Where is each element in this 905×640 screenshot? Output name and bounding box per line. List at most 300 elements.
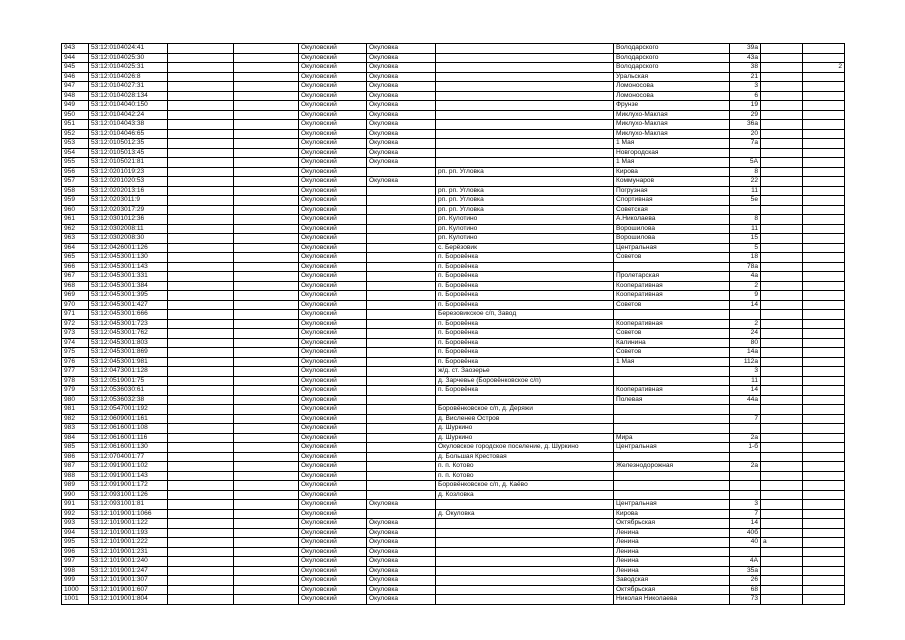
cadastral-number-cell: 53:12:1019001:240 xyxy=(89,557,168,567)
extra-cell-b xyxy=(803,509,845,519)
table-row xyxy=(62,101,845,111)
blank-cell-1 xyxy=(168,82,234,92)
town-cell xyxy=(367,243,436,253)
cadastral-number-cell: 53:12:1019001:607 xyxy=(89,585,168,595)
house-number-cell: 36а xyxy=(730,120,761,130)
blank-cell-1 xyxy=(168,348,234,358)
house-number-cell: 43а xyxy=(730,53,761,63)
table-row xyxy=(62,167,845,177)
row-number-cell: 963 xyxy=(62,234,89,244)
blank-cell-2 xyxy=(234,547,299,557)
cadastral-number-cell: 53:12:1019001:231 xyxy=(89,547,168,557)
house-number-cell: 2а xyxy=(730,462,761,472)
street-cell: Кооперативная xyxy=(614,319,730,329)
extra-cell-b xyxy=(803,167,845,177)
extra-cell-a xyxy=(761,500,803,510)
locality-cell: п. Боровёнка xyxy=(436,357,614,367)
blank-cell-1 xyxy=(168,490,234,500)
street-cell: Ленина xyxy=(614,557,730,567)
table-row xyxy=(62,177,845,187)
district-cell: Окуловский xyxy=(299,490,367,500)
town-cell xyxy=(367,386,436,396)
extra-cell-a xyxy=(761,414,803,424)
row-number-cell: 993 xyxy=(62,519,89,529)
row-number-cell: 970 xyxy=(62,300,89,310)
cadastral-number-cell: 53:12:0919001:102 xyxy=(89,462,168,472)
cadastral-number-cell: 53:12:1019001:1066 xyxy=(89,509,168,519)
blank-cell-2 xyxy=(234,291,299,301)
blank-cell-2 xyxy=(234,500,299,510)
extra-cell-a xyxy=(761,357,803,367)
house-number-cell: 7 xyxy=(730,414,761,424)
row-number-cell: 947 xyxy=(62,82,89,92)
cadastral-number-cell: 53:12:0919001:143 xyxy=(89,471,168,481)
extra-cell-b xyxy=(803,224,845,234)
street-cell: Ленина xyxy=(614,547,730,557)
row-number-cell: 949 xyxy=(62,101,89,111)
blank-cell-1 xyxy=(168,196,234,206)
row-number-cell: 973 xyxy=(62,329,89,339)
table-row xyxy=(62,82,845,92)
house-number-cell: 20 xyxy=(730,129,761,139)
extra-cell-b xyxy=(803,262,845,272)
blank-cell-2 xyxy=(234,310,299,320)
district-cell: Окуловский xyxy=(299,205,367,215)
locality-cell: д. Окуловка xyxy=(436,509,614,519)
extra-cell-b xyxy=(803,177,845,187)
extra-cell-a xyxy=(761,462,803,472)
town-cell xyxy=(367,405,436,415)
extra-cell-b xyxy=(803,91,845,101)
blank-cell-1 xyxy=(168,167,234,177)
extra-cell-a xyxy=(761,196,803,206)
district-cell: Окуловский xyxy=(299,547,367,557)
extra-cell-a xyxy=(761,72,803,82)
town-cell xyxy=(367,367,436,377)
house-number-cell: 11 xyxy=(730,376,761,386)
house-number-cell: 38 xyxy=(730,63,761,73)
blank-cell-1 xyxy=(168,319,234,329)
cadastral-number-cell: 53:12:0453001:395 xyxy=(89,291,168,301)
row-number-cell: 976 xyxy=(62,357,89,367)
extra-cell-b xyxy=(803,405,845,415)
extra-cell-a xyxy=(761,519,803,529)
house-number-cell xyxy=(730,205,761,215)
district-cell: Окуловский xyxy=(299,519,367,529)
town-cell: Окуловка xyxy=(367,110,436,120)
district-cell: Окуловский xyxy=(299,139,367,149)
cadastral-number-cell: 53:12:0536032:38 xyxy=(89,395,168,405)
blank-cell-1 xyxy=(168,63,234,73)
cadastral-number-cell: 53:12:0453001:384 xyxy=(89,281,168,291)
extra-cell-a xyxy=(761,262,803,272)
street-cell xyxy=(614,367,730,377)
street-cell: Ломоносова xyxy=(614,82,730,92)
extra-cell-b xyxy=(803,481,845,491)
extra-cell-b xyxy=(803,433,845,443)
street-cell: Погрузная xyxy=(614,186,730,196)
extra-cell-a xyxy=(761,557,803,567)
locality-cell: с. Берёзовик xyxy=(436,243,614,253)
district-cell: Окуловский xyxy=(299,281,367,291)
table-row xyxy=(62,557,845,567)
street-cell: Уральская xyxy=(614,72,730,82)
blank-cell-1 xyxy=(168,44,234,54)
table-row xyxy=(62,329,845,339)
table-row xyxy=(62,462,845,472)
locality-cell: д. Зарчевье (Боровёнковское с/п) xyxy=(436,376,614,386)
blank-cell-2 xyxy=(234,300,299,310)
cadastral-number-cell: 53:12:1019001:247 xyxy=(89,566,168,576)
table-row xyxy=(62,253,845,263)
house-number-cell: 1-б xyxy=(730,443,761,453)
extra-cell-a xyxy=(761,367,803,377)
blank-cell-1 xyxy=(168,329,234,339)
house-number-cell: 2 xyxy=(730,319,761,329)
town-cell: Окуловка xyxy=(367,139,436,149)
table-row xyxy=(62,44,845,54)
blank-cell-1 xyxy=(168,148,234,158)
table-row xyxy=(62,490,845,500)
street-cell: 1 Мая xyxy=(614,139,730,149)
row-number-cell: 989 xyxy=(62,481,89,491)
row-number-cell: 990 xyxy=(62,490,89,500)
table-row xyxy=(62,63,845,73)
blank-cell-2 xyxy=(234,433,299,443)
cadastral-number-cell: 53:12:1019001:804 xyxy=(89,595,168,605)
house-number-cell: 39а xyxy=(730,44,761,54)
extra-cell-a xyxy=(761,319,803,329)
blank-cell-1 xyxy=(168,538,234,548)
extra-cell-b xyxy=(803,215,845,225)
extra-cell-b xyxy=(803,319,845,329)
locality-cell: п. Боровёнка xyxy=(436,300,614,310)
town-cell: Окуловка xyxy=(367,120,436,130)
cadastral-number-cell: 53:12:0547001:192 xyxy=(89,405,168,415)
blank-cell-2 xyxy=(234,196,299,206)
house-number-cell: 44а xyxy=(730,395,761,405)
extra-cell-b xyxy=(803,547,845,557)
district-cell: Окуловский xyxy=(299,262,367,272)
extra-cell-a xyxy=(761,348,803,358)
town-cell xyxy=(367,357,436,367)
extra-cell-a xyxy=(761,595,803,605)
blank-cell-1 xyxy=(168,91,234,101)
row-number-cell: 945 xyxy=(62,63,89,73)
district-cell: Окуловский xyxy=(299,338,367,348)
extra-cell-b xyxy=(803,585,845,595)
table-row xyxy=(62,300,845,310)
table-row xyxy=(62,110,845,120)
extra-cell-b xyxy=(803,53,845,63)
blank-cell-2 xyxy=(234,91,299,101)
extra-cell-b xyxy=(803,395,845,405)
cadastral-number-cell: 53:12:0104046:65 xyxy=(89,129,168,139)
street-cell: Ленина xyxy=(614,538,730,548)
street-cell: Володарского xyxy=(614,63,730,73)
extra-cell-b xyxy=(803,557,845,567)
extra-cell-a xyxy=(761,139,803,149)
table-row xyxy=(62,262,845,272)
district-cell: Окуловский xyxy=(299,557,367,567)
street-cell: Кирова xyxy=(614,167,730,177)
street-cell: Советов xyxy=(614,329,730,339)
blank-cell-1 xyxy=(168,595,234,605)
extra-cell-b xyxy=(803,566,845,576)
extra-cell-a xyxy=(761,63,803,73)
blank-cell-2 xyxy=(234,395,299,405)
blank-cell-2 xyxy=(234,357,299,367)
blank-cell-2 xyxy=(234,595,299,605)
row-number-cell: 960 xyxy=(62,205,89,215)
street-cell: Ленина xyxy=(614,566,730,576)
street-cell: Октябрьская xyxy=(614,585,730,595)
extra-cell-b xyxy=(803,120,845,130)
district-cell: Окуловский xyxy=(299,167,367,177)
extra-cell-b xyxy=(803,386,845,396)
blank-cell-2 xyxy=(234,405,299,415)
blank-cell-2 xyxy=(234,386,299,396)
town-cell xyxy=(367,253,436,263)
extra-cell-b xyxy=(803,500,845,510)
table-row xyxy=(62,158,845,168)
blank-cell-2 xyxy=(234,272,299,282)
district-cell: Окуловский xyxy=(299,462,367,472)
district-cell: Окуловский xyxy=(299,566,367,576)
house-number-cell: 7а xyxy=(730,139,761,149)
street-cell xyxy=(614,424,730,434)
district-cell: Окуловский xyxy=(299,528,367,538)
town-cell xyxy=(367,224,436,234)
extra-cell-a xyxy=(761,186,803,196)
extra-cell-a xyxy=(761,91,803,101)
town-cell: Окуловка xyxy=(367,148,436,158)
extra-cell-a xyxy=(761,405,803,415)
row-number-cell: 986 xyxy=(62,452,89,462)
locality-cell xyxy=(436,158,614,168)
extra-cell-a xyxy=(761,376,803,386)
district-cell: Окуловский xyxy=(299,471,367,481)
extra-cell-b xyxy=(803,595,845,605)
blank-cell-2 xyxy=(234,443,299,453)
table-row xyxy=(62,405,845,415)
house-number-cell xyxy=(730,490,761,500)
district-cell: Окуловский xyxy=(299,215,367,225)
district-cell: Окуловский xyxy=(299,196,367,206)
cadastral-number-cell: 53:12:0104040:150 xyxy=(89,101,168,111)
extra-cell-b xyxy=(803,158,845,168)
extra-cell-a xyxy=(761,234,803,244)
extra-cell-b xyxy=(803,110,845,120)
blank-cell-2 xyxy=(234,177,299,187)
row-number-cell: 974 xyxy=(62,338,89,348)
locality-cell: п. Боровёнка xyxy=(436,348,614,358)
cadastral-number-cell: 53:12:0104026:8 xyxy=(89,72,168,82)
extra-cell-b xyxy=(803,519,845,529)
blank-cell-1 xyxy=(168,129,234,139)
extra-cell-a xyxy=(761,424,803,434)
locality-cell xyxy=(436,395,614,405)
row-number-cell: 981 xyxy=(62,405,89,415)
house-number-cell: 19 xyxy=(730,101,761,111)
table-row xyxy=(62,357,845,367)
blank-cell-2 xyxy=(234,471,299,481)
district-cell: Окуловский xyxy=(299,310,367,320)
extra-cell-b xyxy=(803,338,845,348)
district-cell: Окуловский xyxy=(299,158,367,168)
blank-cell-1 xyxy=(168,215,234,225)
district-cell: Окуловский xyxy=(299,367,367,377)
district-cell: Окуловский xyxy=(299,348,367,358)
town-cell xyxy=(367,186,436,196)
cadastral-number-cell: 53:12:1019001:222 xyxy=(89,538,168,548)
table-row xyxy=(62,91,845,101)
town-cell: Окуловка xyxy=(367,585,436,595)
locality-cell: Березовикское с/п, Завод xyxy=(436,310,614,320)
extra-cell-b xyxy=(803,82,845,92)
blank-cell-2 xyxy=(234,120,299,130)
locality-cell: д. Шуркино xyxy=(436,433,614,443)
cadastral-number-cell: 53:12:0301012:36 xyxy=(89,215,168,225)
table-row xyxy=(62,395,845,405)
street-cell: Советов xyxy=(614,300,730,310)
town-cell xyxy=(367,215,436,225)
town-cell xyxy=(367,471,436,481)
house-number-cell xyxy=(730,148,761,158)
extra-cell-b xyxy=(803,367,845,377)
row-number-cell: 948 xyxy=(62,91,89,101)
locality-cell: рп. Кулотино xyxy=(436,234,614,244)
cadastral-number-cell: 53:12:0201020:53 xyxy=(89,177,168,187)
locality-cell xyxy=(436,72,614,82)
street-cell: Миклухо-Маклая xyxy=(614,120,730,130)
row-number-cell: 999 xyxy=(62,576,89,586)
table-row xyxy=(62,196,845,206)
blank-cell-2 xyxy=(234,167,299,177)
blank-cell-1 xyxy=(168,547,234,557)
table-row xyxy=(62,414,845,424)
extra-cell-a xyxy=(761,386,803,396)
row-number-cell: 980 xyxy=(62,395,89,405)
locality-cell: п. Боровёнка xyxy=(436,253,614,263)
extra-cell-a xyxy=(761,205,803,215)
locality-cell xyxy=(436,177,614,187)
cadastral-number-cell: 53:12:0104025:31 xyxy=(89,63,168,73)
house-number-cell: 14 xyxy=(730,386,761,396)
blank-cell-2 xyxy=(234,329,299,339)
cadastral-number-cell: 53:12:0453001:666 xyxy=(89,310,168,320)
blank-cell-2 xyxy=(234,348,299,358)
table-row xyxy=(62,139,845,149)
blank-cell-1 xyxy=(168,443,234,453)
locality-cell xyxy=(436,139,614,149)
extra-cell-a xyxy=(761,215,803,225)
cadastral-number-cell: 53:12:0302008:30 xyxy=(89,234,168,244)
locality-cell: д. Шуркино xyxy=(436,424,614,434)
cadastral-number-cell: 53:12:0201019:23 xyxy=(89,167,168,177)
blank-cell-2 xyxy=(234,139,299,149)
locality-cell: рп. рп. Угловка xyxy=(436,167,614,177)
extra-cell-b xyxy=(803,148,845,158)
row-number-cell: 997 xyxy=(62,557,89,567)
town-cell xyxy=(367,167,436,177)
table-row xyxy=(62,281,845,291)
blank-cell-2 xyxy=(234,82,299,92)
district-cell: Окуловский xyxy=(299,101,367,111)
street-cell: 1 Мая xyxy=(614,158,730,168)
blank-cell-1 xyxy=(168,433,234,443)
house-number-cell xyxy=(730,405,761,415)
house-number-cell: 21 xyxy=(730,72,761,82)
extra-cell-a xyxy=(761,338,803,348)
cadastral-number-cell: 53:12:0104025:30 xyxy=(89,53,168,63)
row-number-cell: 962 xyxy=(62,224,89,234)
row-number-cell: 954 xyxy=(62,148,89,158)
extra-cell-b: 2 xyxy=(803,63,845,73)
locality-cell: рп. рп. Угловка xyxy=(436,205,614,215)
locality-cell: п. Боровёнка xyxy=(436,262,614,272)
blank-cell-1 xyxy=(168,310,234,320)
locality-cell xyxy=(436,120,614,130)
district-cell: Окуловский xyxy=(299,234,367,244)
town-cell: Окуловка xyxy=(367,500,436,510)
district-cell: Окуловский xyxy=(299,576,367,586)
blank-cell-2 xyxy=(234,215,299,225)
street-cell: Новгородская xyxy=(614,148,730,158)
row-number-cell: 983 xyxy=(62,424,89,434)
table-row xyxy=(62,53,845,63)
blank-cell-1 xyxy=(168,205,234,215)
blank-cell-1 xyxy=(168,566,234,576)
street-cell: Кооперативная xyxy=(614,386,730,396)
row-number-cell: 961 xyxy=(62,215,89,225)
blank-cell-1 xyxy=(168,452,234,462)
extra-cell-b xyxy=(803,243,845,253)
blank-cell-2 xyxy=(234,509,299,519)
extra-cell-a xyxy=(761,528,803,538)
town-cell xyxy=(367,272,436,282)
blank-cell-1 xyxy=(168,585,234,595)
table-row xyxy=(62,528,845,538)
locality-cell xyxy=(436,500,614,510)
district-cell: Окуловский xyxy=(299,291,367,301)
house-number-cell: 5А xyxy=(730,158,761,168)
cadastral-number-cell: 53:12:0302008:11 xyxy=(89,224,168,234)
street-cell: Спортивная xyxy=(614,196,730,206)
row-number-cell: 994 xyxy=(62,528,89,538)
street-cell xyxy=(614,310,730,320)
cadastral-number-cell: 53:12:0426001:126 xyxy=(89,243,168,253)
row-number-cell: 953 xyxy=(62,139,89,149)
house-number-cell: 22 xyxy=(730,177,761,187)
town-cell xyxy=(367,376,436,386)
table-row xyxy=(62,205,845,215)
row-number-cell: 955 xyxy=(62,158,89,168)
extra-cell-a xyxy=(761,101,803,111)
row-number-cell: 987 xyxy=(62,462,89,472)
blank-cell-1 xyxy=(168,243,234,253)
cadastral-number-cell: 53:12:0203017:29 xyxy=(89,205,168,215)
cadastral-number-cell: 53:12:0104042:24 xyxy=(89,110,168,120)
table-row xyxy=(62,566,845,576)
town-cell: Окуловка xyxy=(367,44,436,54)
blank-cell-1 xyxy=(168,186,234,196)
house-number-cell: 5 xyxy=(730,243,761,253)
cadastral-number-cell: 53:12:1019001:307 xyxy=(89,576,168,586)
district-cell: Окуловский xyxy=(299,243,367,253)
town-cell: Окуловка xyxy=(367,63,436,73)
house-number-cell xyxy=(730,452,761,462)
